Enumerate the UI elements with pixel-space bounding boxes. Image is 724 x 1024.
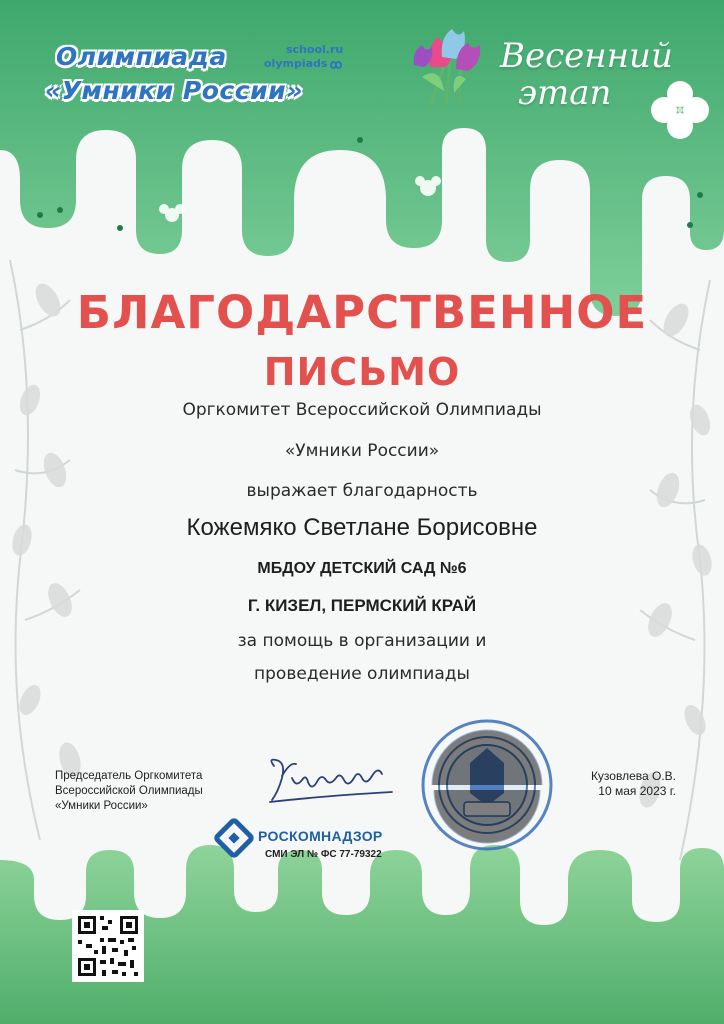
signer-block <box>540 769 676 799</box>
chairman-line1: Председатель Оргкомитета <box>55 770 203 782</box>
roskomnadzor-logo <box>214 818 254 858</box>
reason-line1: за помощь в организации и <box>237 631 487 651</box>
thanks-text: выражает благодарность <box>246 481 478 501</box>
signer-name: Кузовлева О.В. <box>590 769 676 783</box>
roskomnadzor-label: РОСКОМНАДЗОР <box>258 828 383 844</box>
reason-line2: проведение олимпиады <box>254 664 470 684</box>
certificate-title-line2: ПИСЬМО <box>263 350 461 394</box>
qr-code[interactable] <box>72 910 144 982</box>
organizer-line2: «Умники России» <box>284 441 440 461</box>
stage-title-line1: Весенний <box>500 36 673 76</box>
chairman-block <box>55 769 245 814</box>
recipient-name: Кожемяко Светлане Борисовне <box>186 514 538 541</box>
olympiads-label: olympiads <box>264 57 328 70</box>
handwritten-signature <box>262 752 402 810</box>
stage-title-line2: этап <box>518 73 612 113</box>
recipient-institution: МБДОУ ДЕТСКИЙ САД №6 <box>257 560 467 577</box>
media-registration-number: СМИ ЭЛ № ФС 77-79322 <box>265 849 382 860</box>
four-petal-flower-icon <box>648 78 712 142</box>
round-seal-stamp <box>420 718 554 852</box>
organizer-line1: Оргкомитет Всероссийской Олимпиады <box>182 400 542 420</box>
certificate-title-line1: БЛАГОДАРСТВЕННОЕ <box>76 286 648 339</box>
school-ru-label: school.ru <box>286 43 344 56</box>
logo-title-line1: Олимпиада <box>56 42 227 71</box>
tulip-bouquet-icon <box>400 25 492 107</box>
chairman-line3: «Умники России» <box>55 800 148 812</box>
chairman-line2: Всероссийской Олимпиады <box>55 785 203 797</box>
signature-date: 10 мая 2023 г. <box>598 784 676 798</box>
infinity-icon <box>326 59 346 71</box>
logo-title-line2: «Умники России» <box>45 76 303 105</box>
recipient-city: Г. КИЗЕЛ, ПЕРМСКИЙ КРАЙ <box>247 596 477 615</box>
